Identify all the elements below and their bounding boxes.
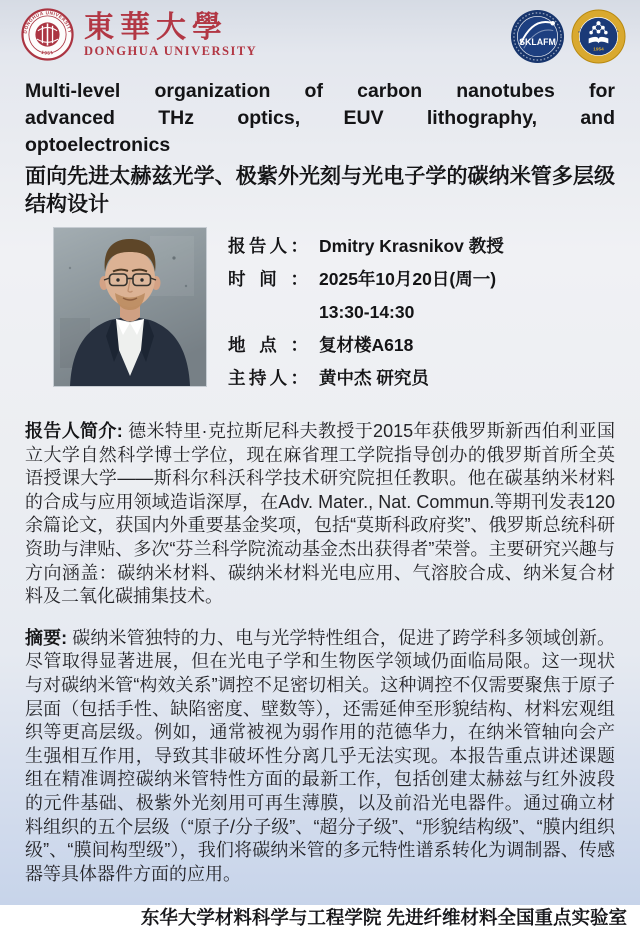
event-info <box>228 230 504 395</box>
info-row-host <box>228 362 504 395</box>
abstract-text: 碳纳米管独特的力、电与光学特性组合，促进了跨学科多领域创新。尽管取得显著进展，但在光电子学和生物医学领域仍面临局限。这一现状与对碳纳米管“构效关系”调控不足密切相关。这种调控不仅需要聚焦于原子层面（包括手性、缺陷密度、壁数等），还需延伸至形貌结构、材料宏观组织等更高层级。例如，通常被视为弱作用的范德华力，在纳米管轴向会产生强相互作用，导致其非破坏性分离几乎无法实现。本报告重点讲述课题组在精准调控碳纳米管特性方面的最新工作，包括创建太赫兹与红外波段的元件基础、极紫外光刻用可再生薄膜，以及前沿光电器件。通过确立材料组织的五个层级（“原子/分子级”、“超分子级”、“形貌结构级”、“膜内组织级”、“膜间构型级”），我们将碳纳米管的多元特性谱系转化为调制器、传感器等具体器件方面的应用。 <box>25 627 615 884</box>
info-label: 报告人： <box>228 236 308 256</box>
speaker-section <box>0 228 640 395</box>
donghua-seal-icon <box>20 7 75 62</box>
header-badges <box>510 7 630 64</box>
seal-ring-top-text: DONGHUA UNIVERSITY <box>22 10 73 34</box>
sklafm-badge-label: SKLAFM <box>519 36 556 47</box>
header <box>0 0 640 69</box>
title-english-line3: optoelectronics <box>25 134 171 156</box>
info-row-time <box>228 263 504 296</box>
title-chinese: 面向先进太赫兹光学、极紫外光刻与光电子学的碳纳米管多层级结构设计 <box>25 165 615 216</box>
event-host: 黄中杰 研究员 <box>319 368 429 388</box>
info-row-time2 <box>228 296 504 329</box>
seal-emblem <box>35 22 59 46</box>
college-badge-year: 1954 <box>593 46 604 52</box>
title-english-line1: Multi-level organization of carbon nanotubes for <box>25 80 615 102</box>
bio-text: 德米特里·克拉斯尼科夫教授于2015年获俄罗斯新西伯利亚国立大学自然科学博士学位，现在麻省理工学院指导创办的俄罗斯首所全英语授课大学——斯科尔科沃科学技术研究院担任教职。他在碳基纳米材料的合成与应用领域造诣深厚，在Adv. Mater., Nat. Commun.等期刊发表120余篇论文，获国内外重要基金奖项，包括“莫斯科政府奖”、俄罗斯总统科研资助与津贴、多次“芬兰科学院流动基金杰出获得者”荣誉。主要研究兴趣与方向涵盖：碳纳米材料、碳纳米材料光电应用、气溶胶合成、纳米复合材料及二氧化碳捕集技术。 <box>25 421 615 607</box>
event-date: 2025年10月20日(周一) <box>319 269 497 289</box>
info-label: 地点： <box>228 335 308 355</box>
title-english-line2: advanced THz optics, EUV lithography, and <box>25 107 615 129</box>
seal-ring-bottom-text: ·1951· <box>38 48 57 56</box>
bio-heading: 报告人简介: <box>25 421 123 441</box>
college-badge-icon <box>571 9 626 64</box>
footer-organizer: 东华大学材料科学与工程学院 先进纤维材料全国重点实验室 <box>140 907 627 929</box>
title-english <box>25 78 615 159</box>
speaker-name: Dmitry Krasnikov 教授 <box>319 236 504 256</box>
university-brand <box>20 7 257 62</box>
speaker-bio <box>0 420 640 609</box>
info-row-location <box>228 329 504 362</box>
info-row-speaker <box>228 230 504 263</box>
event-hours: 13:30-14:30 <box>319 302 415 322</box>
speaker-photo <box>54 228 206 386</box>
info-label: 主持人： <box>228 368 308 388</box>
university-name-zh: 東華大學 <box>84 10 228 45</box>
info-label-empty <box>228 296 308 329</box>
abstract-heading: 摘要: <box>25 627 68 648</box>
university-name-en: DONGHUA UNIVERSITY <box>84 44 258 58</box>
university-wordmark <box>84 12 257 59</box>
event-location: 复材楼A618 <box>319 335 414 355</box>
college-badge-ring-text: DONGHUA UNIVERSITY <box>578 39 619 55</box>
title-block <box>0 78 640 219</box>
sklafm-badge-icon <box>510 9 565 64</box>
info-label: 时间： <box>228 269 308 289</box>
talk-abstract <box>0 627 640 887</box>
